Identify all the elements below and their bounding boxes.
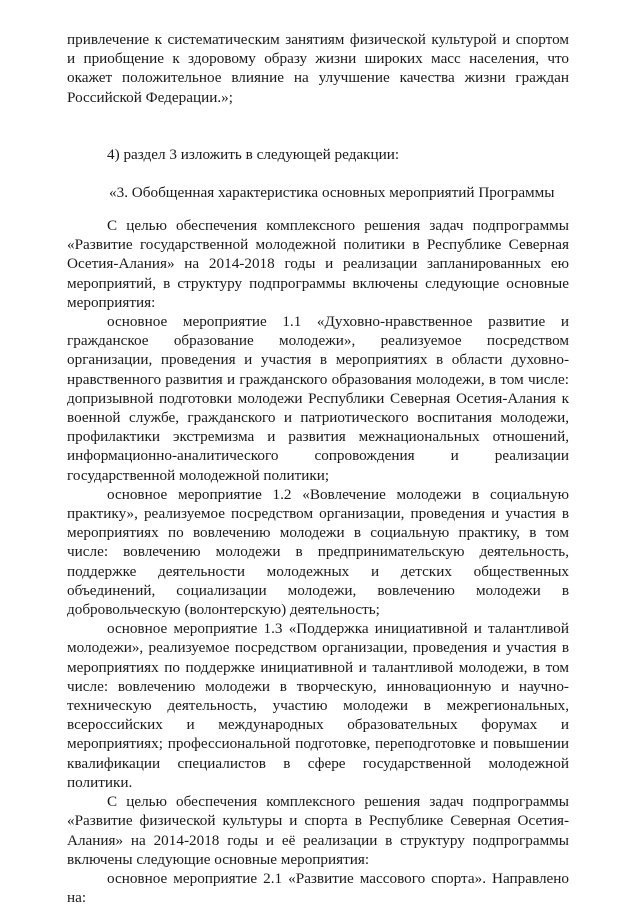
paragraph-measure-1-3: основное мероприятие 1.3 «Поддержка инициативной и талантливой молодежи», реализуемое посредством организации, проведения и участия в мероприятиях по поддержке инициативной и талантливой молодежи, в том числе: вовлечению молодежи в творческую, инновационную и научно-техническую деятельность, участию молодежи в межрегиональных, всероссийских и международных образовательных форумах и мероприятиях; профессиональной подготовке, переподготовке и повышении квалификации специалистов в сфере государственной молодежной политики.: [67, 620, 569, 791]
paragraph-measure-1-2: основное мероприятие 1.2 «Вовлечение молодежи в социальную практику», реализуемое посредством организации, проведения и участия в мероприятиях по вовлечению молодежи в социальную практику, в том числе: вовлечению молодежи в предпринимательскую деятельность, поддержке деятельности молодежных и детских общественных объединений, социализации молодежи, вовлечению молодежи в добровольческую (волонтерскую) деятельность;: [67, 485, 569, 619]
intro-paragraph: привлечение к систематическим занятиям физической культурой и спортом и приобщение к здоровому образу жизни широких масс населения, что окажет положительное влияние на улучшение качества жизни граждан Российской Федерации.»;: [67, 31, 569, 106]
paragraph-youth-policy-intro: С целью обеспечения комплексного решения задач подпрограммы «Развитие государственной молодежной политики в Республике Северная Осетия-Алания» на 2014-2018 годы и реализации запланированных ею мероприятий, в структуру подпрограммы включены следующие основные мероприятия:: [67, 217, 569, 311]
paragraph-measure-2-1: основное мероприятие 2.1 «Развитие массового спорта». Направлено на:: [67, 869, 569, 907]
paragraph-measure-1-1: основное мероприятие 1.1 «Духовно-нравственное развитие и гражданское образование молодежи», реализуемое посредством организации, проведения и участия в мероприятиях в области духовно-нравственного развития и гражданского образования молодежи, в том числе: допризывной подготовки молодежи Республики Северная Осетия-Алания к военной службе, гражданского и патриотического воспитания молодежи, профилактики экстремизма и развития межнациональных отношений, информационно-аналитического сопровождения и реализации государственной молодежной политики;: [67, 313, 569, 484]
section-body: [67, 216, 569, 907]
section-heading: «3. Обобщенная характеристика основных мероприятий Программы: [109, 184, 555, 201]
paragraph-sport-intro: С целью обеспечения комплексного решения задач подпрограммы «Развитие физической культуры и спорта в Республике Северная Осетия-Алания» на 2014-2018 годы и её реализации в структуру подпрограммы включены следующие основные мероприятия:: [67, 793, 569, 868]
amendment-item-4: 4) раздел 3 изложить в следующей редакции:: [107, 146, 400, 163]
